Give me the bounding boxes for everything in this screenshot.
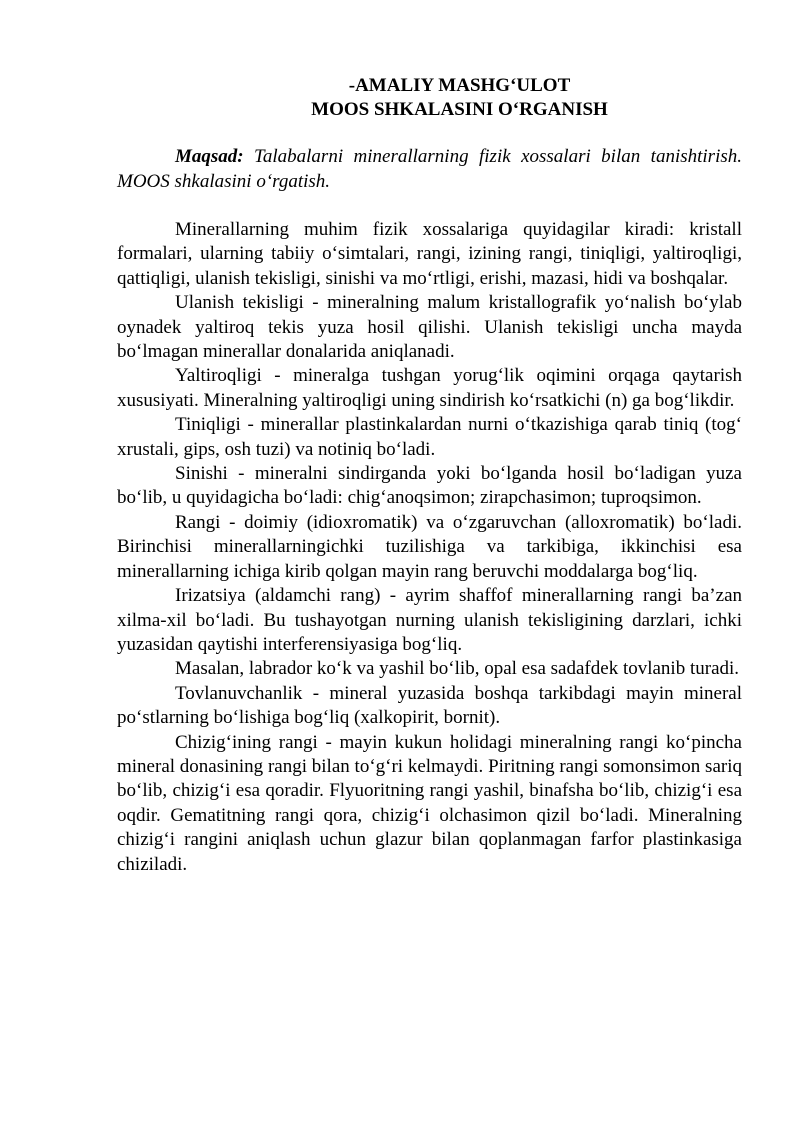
- document-page: [117, 74, 742, 877]
- paragraph-cleavage: Ulanish tekisligi - mineralning malum kristallografik yo‘nalish bo‘ylab oynadek yaltiroq tekis yuza hosil qilishi. Ulanish tekisligi uncha mayda bo‘lmagan minerallar donalarida aniqlanadi.: [117, 292, 742, 363]
- document-title: [117, 74, 742, 122]
- body-text: [117, 218, 742, 877]
- goal-paragraph: [117, 145, 742, 194]
- goal-text: Talabalarni minerallarning fizik xossalari bilan tanishtirish. MOOS shkalasini o‘rgatish.: [117, 146, 742, 192]
- paragraph-transparency: Tiniqligi - minerallar plastinkalardan nurni o‘tkazishiga qarab tiniq (tog‘ xrustali, gips, osh tuzi) va notiniq bo‘ladi.: [117, 414, 742, 460]
- goal-label: Maqsad:: [175, 146, 244, 167]
- paragraph-example: Masalan, labrador ko‘k va yashil bo‘lib, opal esa sadafdek tovlanib turadi.: [175, 658, 740, 680]
- title-line-2: MOOS SHKALASINI O‘RGANISH: [311, 99, 608, 120]
- paragraph-tarnish: Tovlanuvchanlik - mineral yuzasida boshqa tarkibdagi mayin mineral po‘stlarning bo‘lishiga bog‘liq (xalkopirit, bornit).: [117, 682, 742, 729]
- paragraph-color: Rangi - doimiy (idioxromatik) va o‘zgaruvchan (alloxromatik) bo‘ladi. Birinchisi minerallarningichki tuzilishiga va tarkibiga, ikkinchisi esa minerallarning ichiga kirib qolgan mayin rang beruvchi moddalarga bog‘liq.: [117, 511, 742, 582]
- paragraph-fracture: Sinishi - mineralni sindirganda yoki bo‘lganda hosil bo‘ladigan yuza bo‘lib, u quyidagicha bo‘ladi: chig‘anoqsimon; zirapchasimon; tuproqsimon.: [117, 463, 742, 509]
- paragraph-streak: Chizig‘ining rangi - mayin kukun holidagi mineralning rangi ko‘pincha mineral donasining rangi bilan to‘g‘ri kelmaydi. Piritning rangi somonsimon sariq bo‘lib, chizig‘i esa qoradir. Flyuoritning rangi yashil, binafsha bo‘lib, chizig‘i esa oqdir. Gematitning rangi qora, chizig‘i olchasimon qizil bo‘ladi. Mineralning chizig‘i rangini aniqlash uchun glazur bilan qoplanmagan farfor plastinkasiga chiziladi.: [117, 731, 742, 875]
- paragraph-properties-list: Minerallarning muhim fizik xossalariga quyidagilar kiradi: kristall formalari, ularning tabiiy o‘simtalari, rangi, izining rangi, tiniqligi, yaltiroqligi, qattiqligi, ulanish tekisligi, sinishi va mo‘rtligi, erishi, mazasi, hidi va boshqalar.: [117, 219, 742, 289]
- paragraph-iridescence: Irizatsiya (aldamchi rang) - ayrim shaffof minerallarning rangi ba’zan xilma-xil bo‘ladi. Bu tushayotgan nurning ulanish tekisligining darzlari, ichki yuzasidan qaytishi interferensiyasiga bog‘liq.: [117, 585, 742, 655]
- paragraph-luster: Yaltiroqligi - mineralga tushgan yorug‘lik oqimini orqaga qaytarish xususiyati. Mineralning yaltiroqligi uning sindirish ko‘rsatkichi (n) ga bog‘likdir.: [117, 365, 742, 411]
- title-line-1: -AMALIY MASHG‘ULOT: [348, 75, 571, 96]
